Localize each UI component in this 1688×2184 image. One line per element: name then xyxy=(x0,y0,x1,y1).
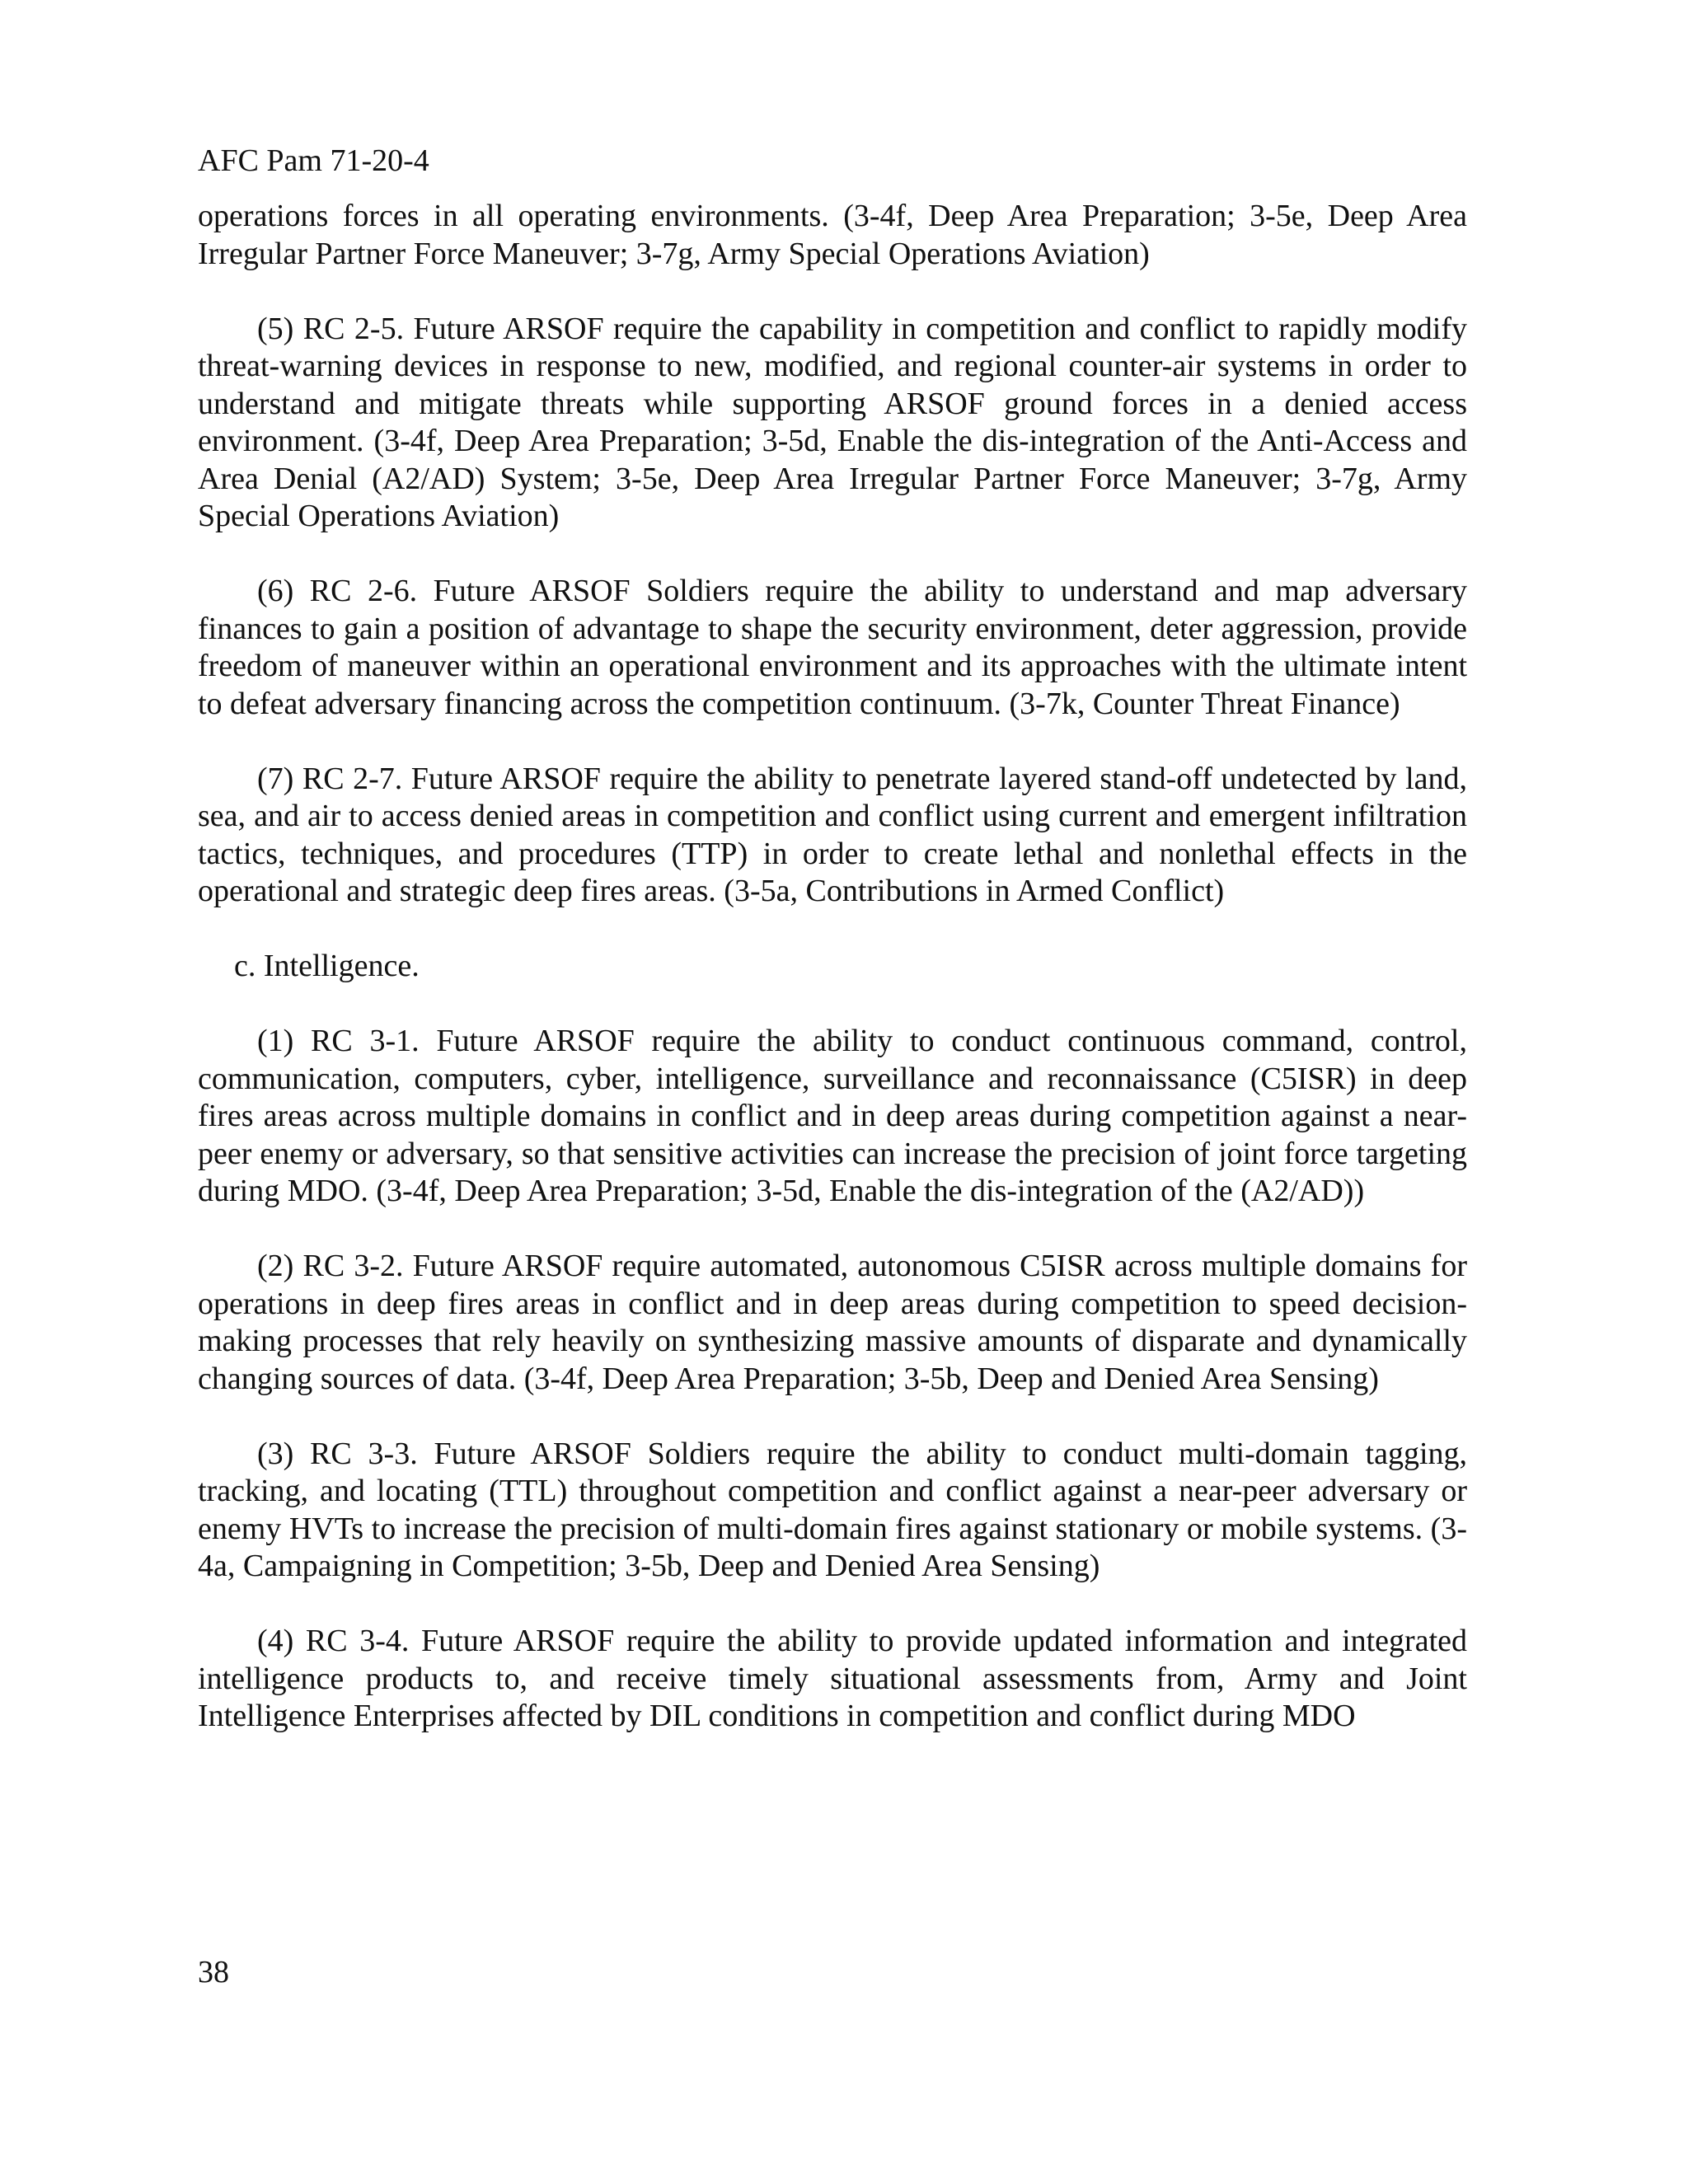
page-header: AFC Pam 71-20-4 xyxy=(198,143,429,178)
section-heading-intelligence: c. Intelligence. xyxy=(234,949,420,983)
paragraph-rc-3-3: (3) RC 3-3. Future ARSOF Soldiers require the ability to conduct multi-domain tagging, tracking, and locating (TTL) throughout competition and conflict against a near-peer adversary or enemy HVTs to increase the precision of multi-domain fires against stationary or mobile systems. (3-4a, Campaigning in Competition; 3-5b, Deep and Denied Area Sensing) xyxy=(198,1436,1467,1583)
paragraph-rc-3-4: (4) RC 3-4. Future ARSOF require the ability to provide updated information and integrated intelligence products to, and receive timely situational assessments from, Army and Joint Intelligence Enterprises affected by DIL conditions in competition and conflict during MDO xyxy=(198,1624,1467,1733)
page-number: 38 xyxy=(198,1955,229,1990)
paragraph-rc-2-5: (5) RC 2-5. Future ARSOF require the capability in competition and conflict to rapidly modify threat-warning devices in response to new, modified, and regional counter-air systems in order to understand and mitigate threats while supporting ARSOF ground forces in a denied access environment. (3-4f, Deep Area Preparation; 3-5d, Enable the dis-integration of the Anti-Access and Area Denial (A2/AD) System; 3-5e, Deep Area Irregular Partner Force Maneuver; 3-7g, Army Special Operations Aviation) xyxy=(198,311,1467,533)
paragraph-rc-2-7: (7) RC 2-7. Future ARSOF require the ability to penetrate layered stand-off undetected by land, sea, and air to access denied areas in competition and conflict using current and emergent infiltration tactics, techniques, and procedures (TTP) in order to create lethal and nonlethal effects in the operational and strategic deep fires areas. (3-5a, Contributions in Armed Conflict) xyxy=(198,761,1467,908)
paragraph-rc-3-2: (2) RC 3-2. Future ARSOF require automated, autonomous C5ISR across multiple domains for operations in deep fires areas in conflict and in deep areas during competition to speed decision-making processes that rely heavily on synthesizing massive amounts of disparate and dynamically changing sources of data. (3-4f, Deep Area Preparation; 3-5b, Deep and Denied Area Sensing) xyxy=(198,1249,1467,1396)
paragraph-continuation: operations forces in all operating environments. (3-4f, Deep Area Preparation; 3-5e, Deep Area Irregular Partner Force Maneuver; 3-7g, Army Special Operations Aviation) xyxy=(198,199,1467,271)
paragraph-rc-3-1: (1) RC 3-1. Future ARSOF require the ability to conduct continuous command, control, communication, computers, cyber, intelligence, surveillance and reconnaissance (C5ISR) in deep fires areas across multiple domains in conflict and in deep areas during competition against a near-peer enemy or adversary, so that sensitive activities can increase the precision of joint force targeting during MDO. (3-4f, Deep Area Preparation; 3-5d, Enable the dis-integration of the (A2/AD)) xyxy=(198,1024,1467,1208)
paragraph-rc-2-6: (6) RC 2-6. Future ARSOF Soldiers require the ability to understand and map adversary finances to gain a position of advantage to shape the security environment, deter aggression, provide freedom of maneuver within an operational environment and its approaches with the ultimate intent to defeat adversary financing across the competition continuum. (3-7k, Counter Threat Finance) xyxy=(198,574,1467,721)
page-body xyxy=(198,198,1467,1773)
